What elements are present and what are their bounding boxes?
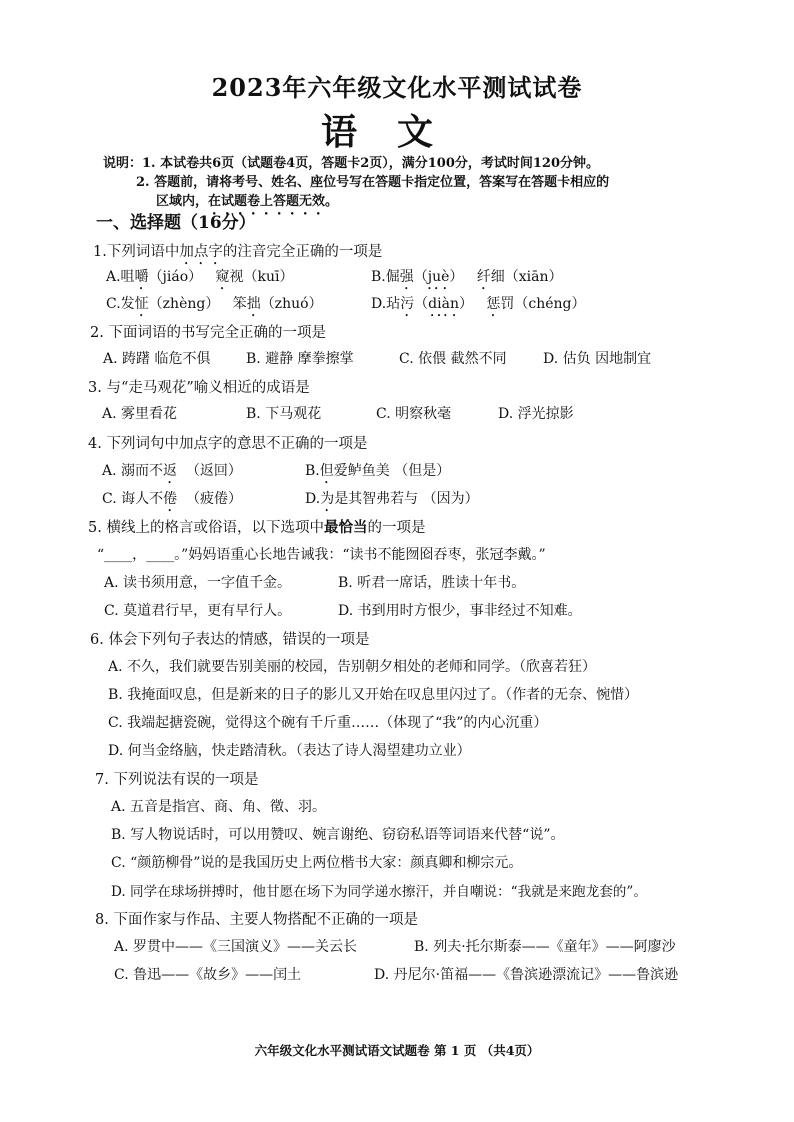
question-8-option-a: A. 罗贯中——《三国演义》——关云长: [114, 939, 358, 955]
question-1-option-b: B.倔强（juè） 纤细（xiān）: [371, 269, 563, 285]
question-6-option-a: A. 不久，我们就要告别美丽的校园，告别朝夕相处的老师和同学。（欣喜若狂）: [108, 659, 597, 675]
question-1-option-d: D.玷污（diàn） 惩罚（chéng）: [371, 296, 586, 312]
question-6-option-d: D. 何当金络脑，快走踏清秋。（表达了诗人渴望建功立业）: [108, 743, 471, 759]
instruction-line-3: 区域内，在试题卷上答题无效。: [156, 194, 339, 209]
instruction-line-1: 说明：1. 本试卷共6页（试题卷4页，答题卡2页），满分100分，考试时间120分钟。: [103, 156, 600, 171]
question-8-option-c: C. 鲁迅——《故乡》——闰土: [114, 967, 302, 983]
question-8-stem: 8. 下面作家与作品、主要人物搭配不正确的一项是: [95, 912, 418, 928]
question-3-option-c: C. 明察秋毫: [376, 406, 452, 422]
question-8-option-b: B. 列夫·托尔斯泰——《童年》——阿廖沙: [414, 939, 676, 955]
question-7-option-d: D. 同学在球场拼搏时，他甘愿在场下为同学递水擦汗，并自嘲说：“我就是来跑龙套的”。: [111, 884, 647, 900]
question-4-option-a: A. 溺而不返 （返回）: [102, 463, 242, 479]
question-2-option-d: D. 估负 因地制宜: [543, 351, 652, 367]
question-5-stem: 5. 横线上的格言或俗语，以下选项中最恰当的一项是: [88, 519, 426, 536]
question-7-option-c: C. “颜筋柳骨”说的是我国历史上两位楷书大家：颜真卿和柳宗元。: [111, 855, 523, 871]
question-8-option-d: D. 丹尼尔·笛福——《鲁滨逊漂流记》——鲁滨逊: [374, 967, 679, 983]
question-6-option-c: C. 我端起搪瓷碗，觉得这个碗有千斤重……（体现了“我”的内心沉重）: [108, 715, 548, 731]
page-footer: 六年级文化水平测试语文试题卷 第 1 页 （共4页）: [254, 1043, 540, 1058]
question-4-option-c: C. 诲人不倦 （疲倦）: [102, 491, 243, 507]
question-6-option-b: B. 我掩面叹息，但是新来的日子的影儿又开始在叹息里闪过了。（作者的无奈、惋惜）: [108, 687, 639, 703]
emphasized-warning: 在试题卷上答题无效: [208, 194, 326, 209]
question-1-option-c: C.发怔（zhèng） 笨拙（zhuó）: [106, 296, 323, 312]
question-2-option-b: B. 避静 摩拳擦掌: [246, 351, 354, 367]
question-7-option-b: B. 写人物说话时，可以用赞叹、婉言谢绝、窃窃私语等词语来代替“说”。: [111, 827, 565, 843]
question-5-option-b: B. 听君一席话，胜读十年书。: [338, 575, 526, 591]
question-3-option-b: B. 下马观花: [246, 406, 322, 422]
question-7-stem: 7. 下列说法有误的一项是: [95, 772, 259, 788]
question-1-stem: 1.下列词语中加点字的注音完全正确的一项是: [93, 244, 383, 260]
question-4-stem: 4. 下列词句中加点字的意思不正确的一项是: [88, 436, 368, 452]
question-5-option-c: C. 莫道君行早，更有早行人。: [104, 603, 292, 619]
question-2-option-c: C. 依偎 截然不同: [399, 351, 507, 367]
section-title-choice: 一、选择题（16分）: [96, 213, 256, 233]
question-5-option-d: D. 书到用时方恨少，事非经过不知难。: [338, 603, 582, 619]
instruction-line-2: 2. 答题前，请将考号、姓名、座位号写在答题卡指定位置，答案写在答题卡相应的: [136, 175, 610, 190]
question-3-option-d: D. 浮光掠影: [498, 406, 574, 422]
question-5-option-a: A. 读书须用意，一字值千金。: [104, 575, 292, 591]
question-4-option-b: B.但爱鲈鱼美 （但是）: [305, 463, 451, 479]
question-2-option-a: A. 踌躇 临危不俱: [103, 351, 211, 367]
question-3-stem: 3. 与“走马观花”喻义相近的成语是: [88, 380, 310, 396]
question-1-option-a: A.咀嚼（jiáo） 窥视（kuī）: [106, 269, 294, 285]
question-3-option-a: A. 雾里看花: [102, 406, 178, 422]
subject-title: 语文: [320, 111, 473, 153]
question-7-option-a: A. 五音是指宫、商、角、徵、羽。: [111, 799, 327, 815]
question-4-option-d: D.为是其智弗若与 （因为）: [305, 491, 479, 507]
question-2-stem: 2. 下面词语的书写完全正确的一项是: [90, 325, 326, 341]
exam-title: 2023年六年级文化水平测试试卷: [211, 73, 583, 102]
question-6-stem: 6. 体会下列句子表达的情感，错误的一项是: [90, 632, 370, 648]
question-5-quote: “____，____。”妈妈语重心长地告诫我：“读书不能囫囵吞枣，张冠李戴。”: [97, 547, 546, 563]
